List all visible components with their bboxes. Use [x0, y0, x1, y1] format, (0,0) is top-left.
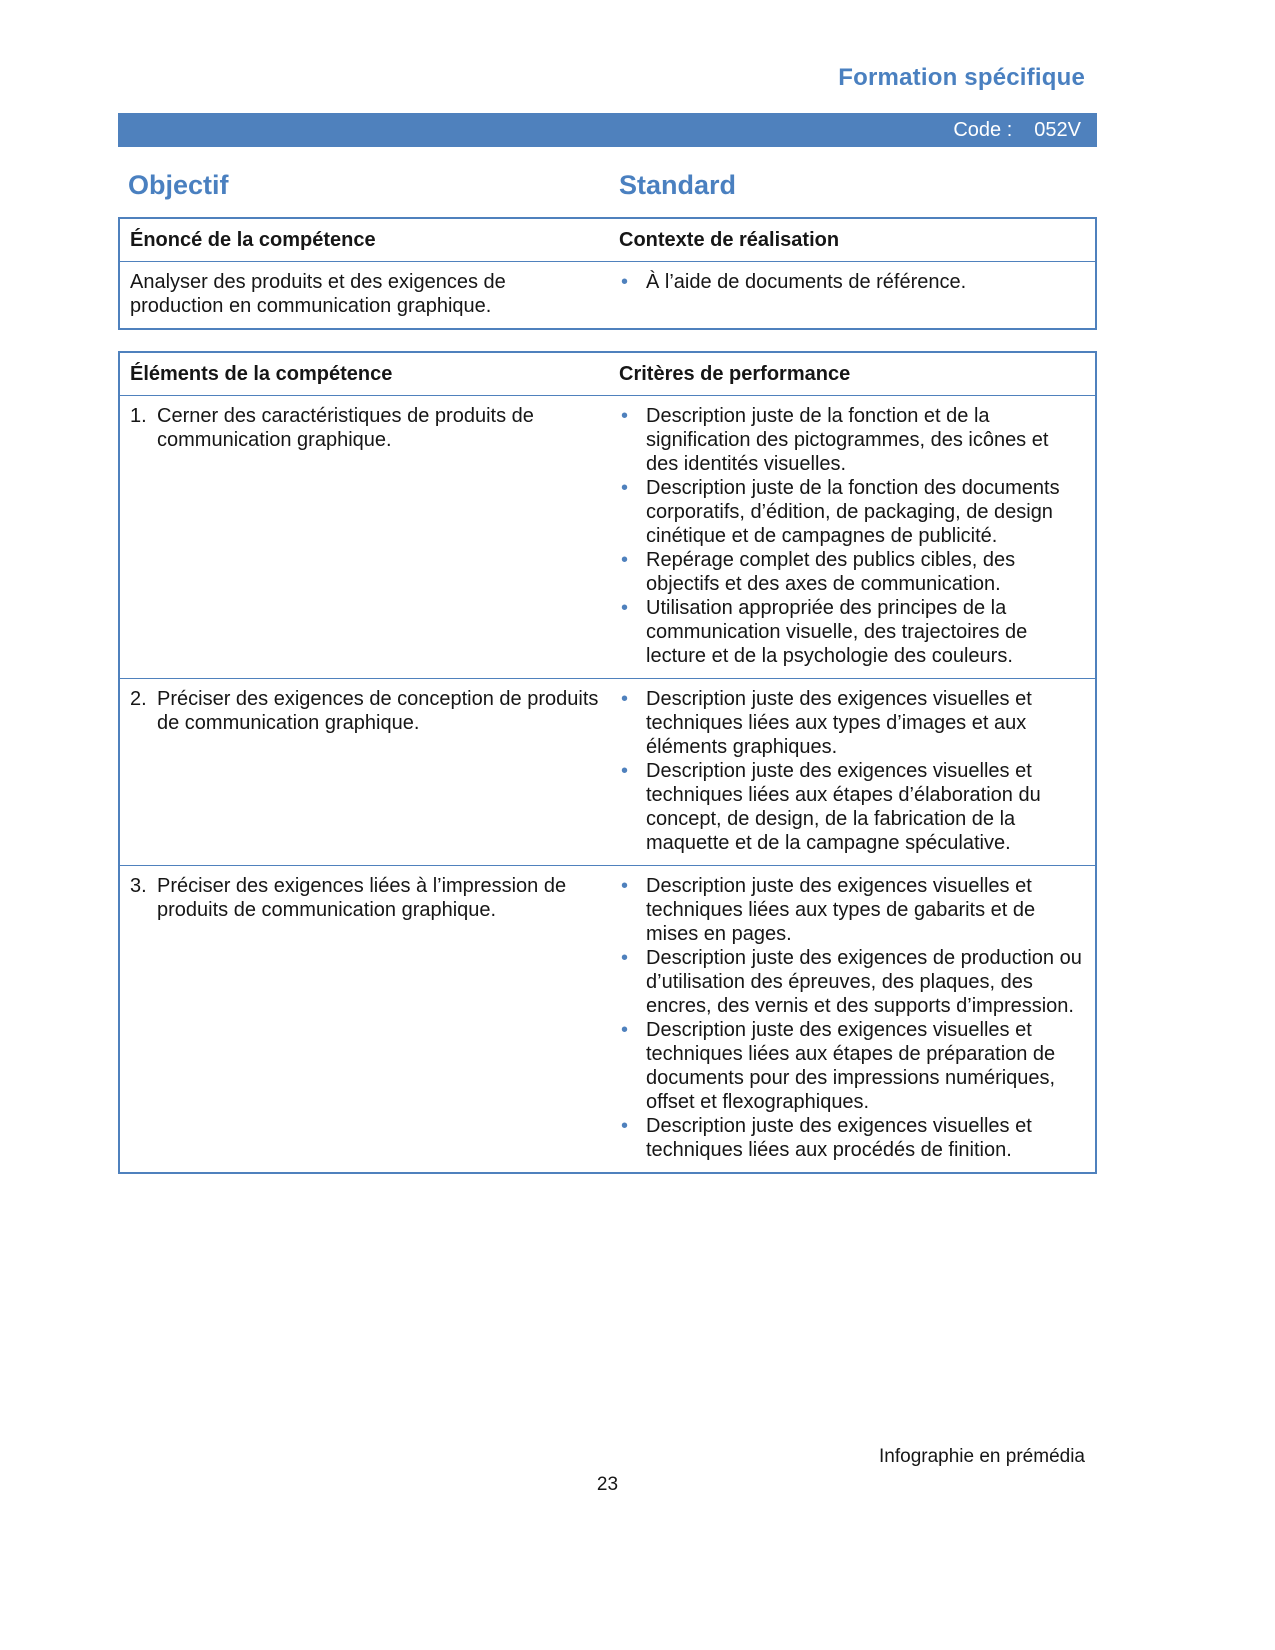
elements-header: Éléments de la compétence [130, 363, 393, 385]
list-item [619, 874, 1085, 946]
element-row-1 [120, 395, 1095, 678]
bullet-text: Utilisation appropriée des principes de la communication visuelle, des trajectoires de lecture et de la psychologie des couleurs. [646, 597, 1028, 667]
list-item [619, 759, 1085, 855]
competence-statement-cell [120, 262, 613, 328]
bullet-icon: • [621, 597, 629, 619]
list-item [619, 270, 1085, 294]
element-1-cell [120, 396, 613, 678]
numbered-item [130, 874, 601, 922]
list-item [619, 1018, 1085, 1114]
page-number: 23 [596, 1474, 619, 1495]
program-name: Infographie en prémédia [879, 1446, 1085, 1467]
item-number: 2. [130, 688, 147, 710]
standard-title: Standard [619, 170, 737, 200]
element-text: Préciser des exigences liées à l’impression de produits de communication graphique. [157, 875, 567, 921]
code-banner [118, 113, 1097, 147]
elements-table [118, 351, 1097, 1174]
bullet-icon: • [621, 875, 629, 897]
list-item [619, 548, 1085, 596]
criteres-header: Critères de performance [619, 363, 851, 385]
element-text: Préciser des exigences de conception de produits de communication graphique. [157, 688, 599, 734]
bullet-icon: • [621, 688, 629, 710]
code-label: Code : [953, 118, 1013, 141]
bullet-text: Description juste des exigences de production ou d’utilisation des épreuves, des plaques, des encres, des vernis et des supports d’impression. [646, 947, 1082, 1017]
numbered-item [130, 687, 601, 735]
contexte-cell [613, 262, 1095, 328]
contexte-header: Contexte de réalisation [619, 229, 840, 251]
bullet-text: Description juste des exigences visuelles et techniques liées aux types de gabarits et de mises en pages. [646, 875, 1036, 945]
bullet-icon: • [621, 477, 629, 499]
element-row-2 [120, 678, 1095, 865]
bullet-icon: • [621, 947, 629, 969]
list-item [619, 404, 1085, 476]
bullet-text: Description juste de la fonction et de la signification des pictogrammes, des icônes et des identités visuelles. [646, 405, 1049, 475]
bullet-icon: • [621, 271, 629, 293]
numbered-item [130, 404, 601, 452]
criteres-1-cell [613, 396, 1095, 678]
competence-statement: Analyser des produits et des exigences de production en communication graphique. [130, 271, 506, 317]
page-content [118, 0, 1097, 1174]
bullet-text: Description juste des exigences visuelles et techniques liées aux procédés de finition. [646, 1115, 1032, 1161]
bullet-text: Description juste des exigences visuelles et techniques liées aux étapes d’élaboration du concept, de design, de la fabrication de la maquette et de la campagne spéculative. [646, 760, 1041, 854]
list-item [619, 946, 1085, 1018]
bullet-icon: • [621, 1115, 629, 1137]
section-label: Formation spécifique [838, 64, 1085, 91]
criteres-2-cell [613, 679, 1095, 865]
enonce-table [118, 217, 1097, 330]
criteres-3-cell [613, 866, 1095, 1172]
bullet-icon: • [621, 549, 629, 571]
objectif-title: Objectif [128, 170, 229, 200]
item-number: 3. [130, 875, 147, 897]
bullet-icon: • [621, 760, 629, 782]
enonce-content-row [120, 261, 1095, 328]
list-item [619, 687, 1085, 759]
bullet-text: Description juste des exigences visuelles et techniques liées aux types d’images et aux éléments graphiques. [646, 688, 1032, 758]
element-text: Cerner des caractéristiques de produits de communication graphique. [157, 405, 534, 451]
enonce-table-header-row [120, 219, 1095, 261]
enonce-header: Énoncé de la compétence [130, 229, 376, 251]
list-item [619, 596, 1085, 668]
bullet-text: Description juste des exigences visuelles et techniques liées aux étapes de préparation de documents pour des impressions numériques, offset et flexographiques. [646, 1019, 1056, 1113]
bullet-text: Description juste de la fonction des documents corporatifs, d’édition, de packaging, de design cinétique et de campagnes de publicité. [646, 477, 1060, 547]
bullet-text: À l’aide de documents de référence. [646, 271, 967, 293]
element-row-3 [120, 865, 1095, 1172]
list-item [619, 476, 1085, 548]
bullet-icon: • [621, 405, 629, 427]
elements-table-header-row [120, 353, 1095, 395]
list-item [619, 1114, 1085, 1162]
item-number: 1. [130, 405, 147, 427]
element-2-cell [120, 679, 613, 865]
code-value: 052V [1034, 118, 1081, 141]
element-3-cell [120, 866, 613, 1172]
column-titles [118, 170, 1097, 201]
bullet-text: Repérage complet des publics cibles, des objectifs et des axes de communication. [646, 549, 1016, 595]
bullet-icon: • [621, 1019, 629, 1041]
